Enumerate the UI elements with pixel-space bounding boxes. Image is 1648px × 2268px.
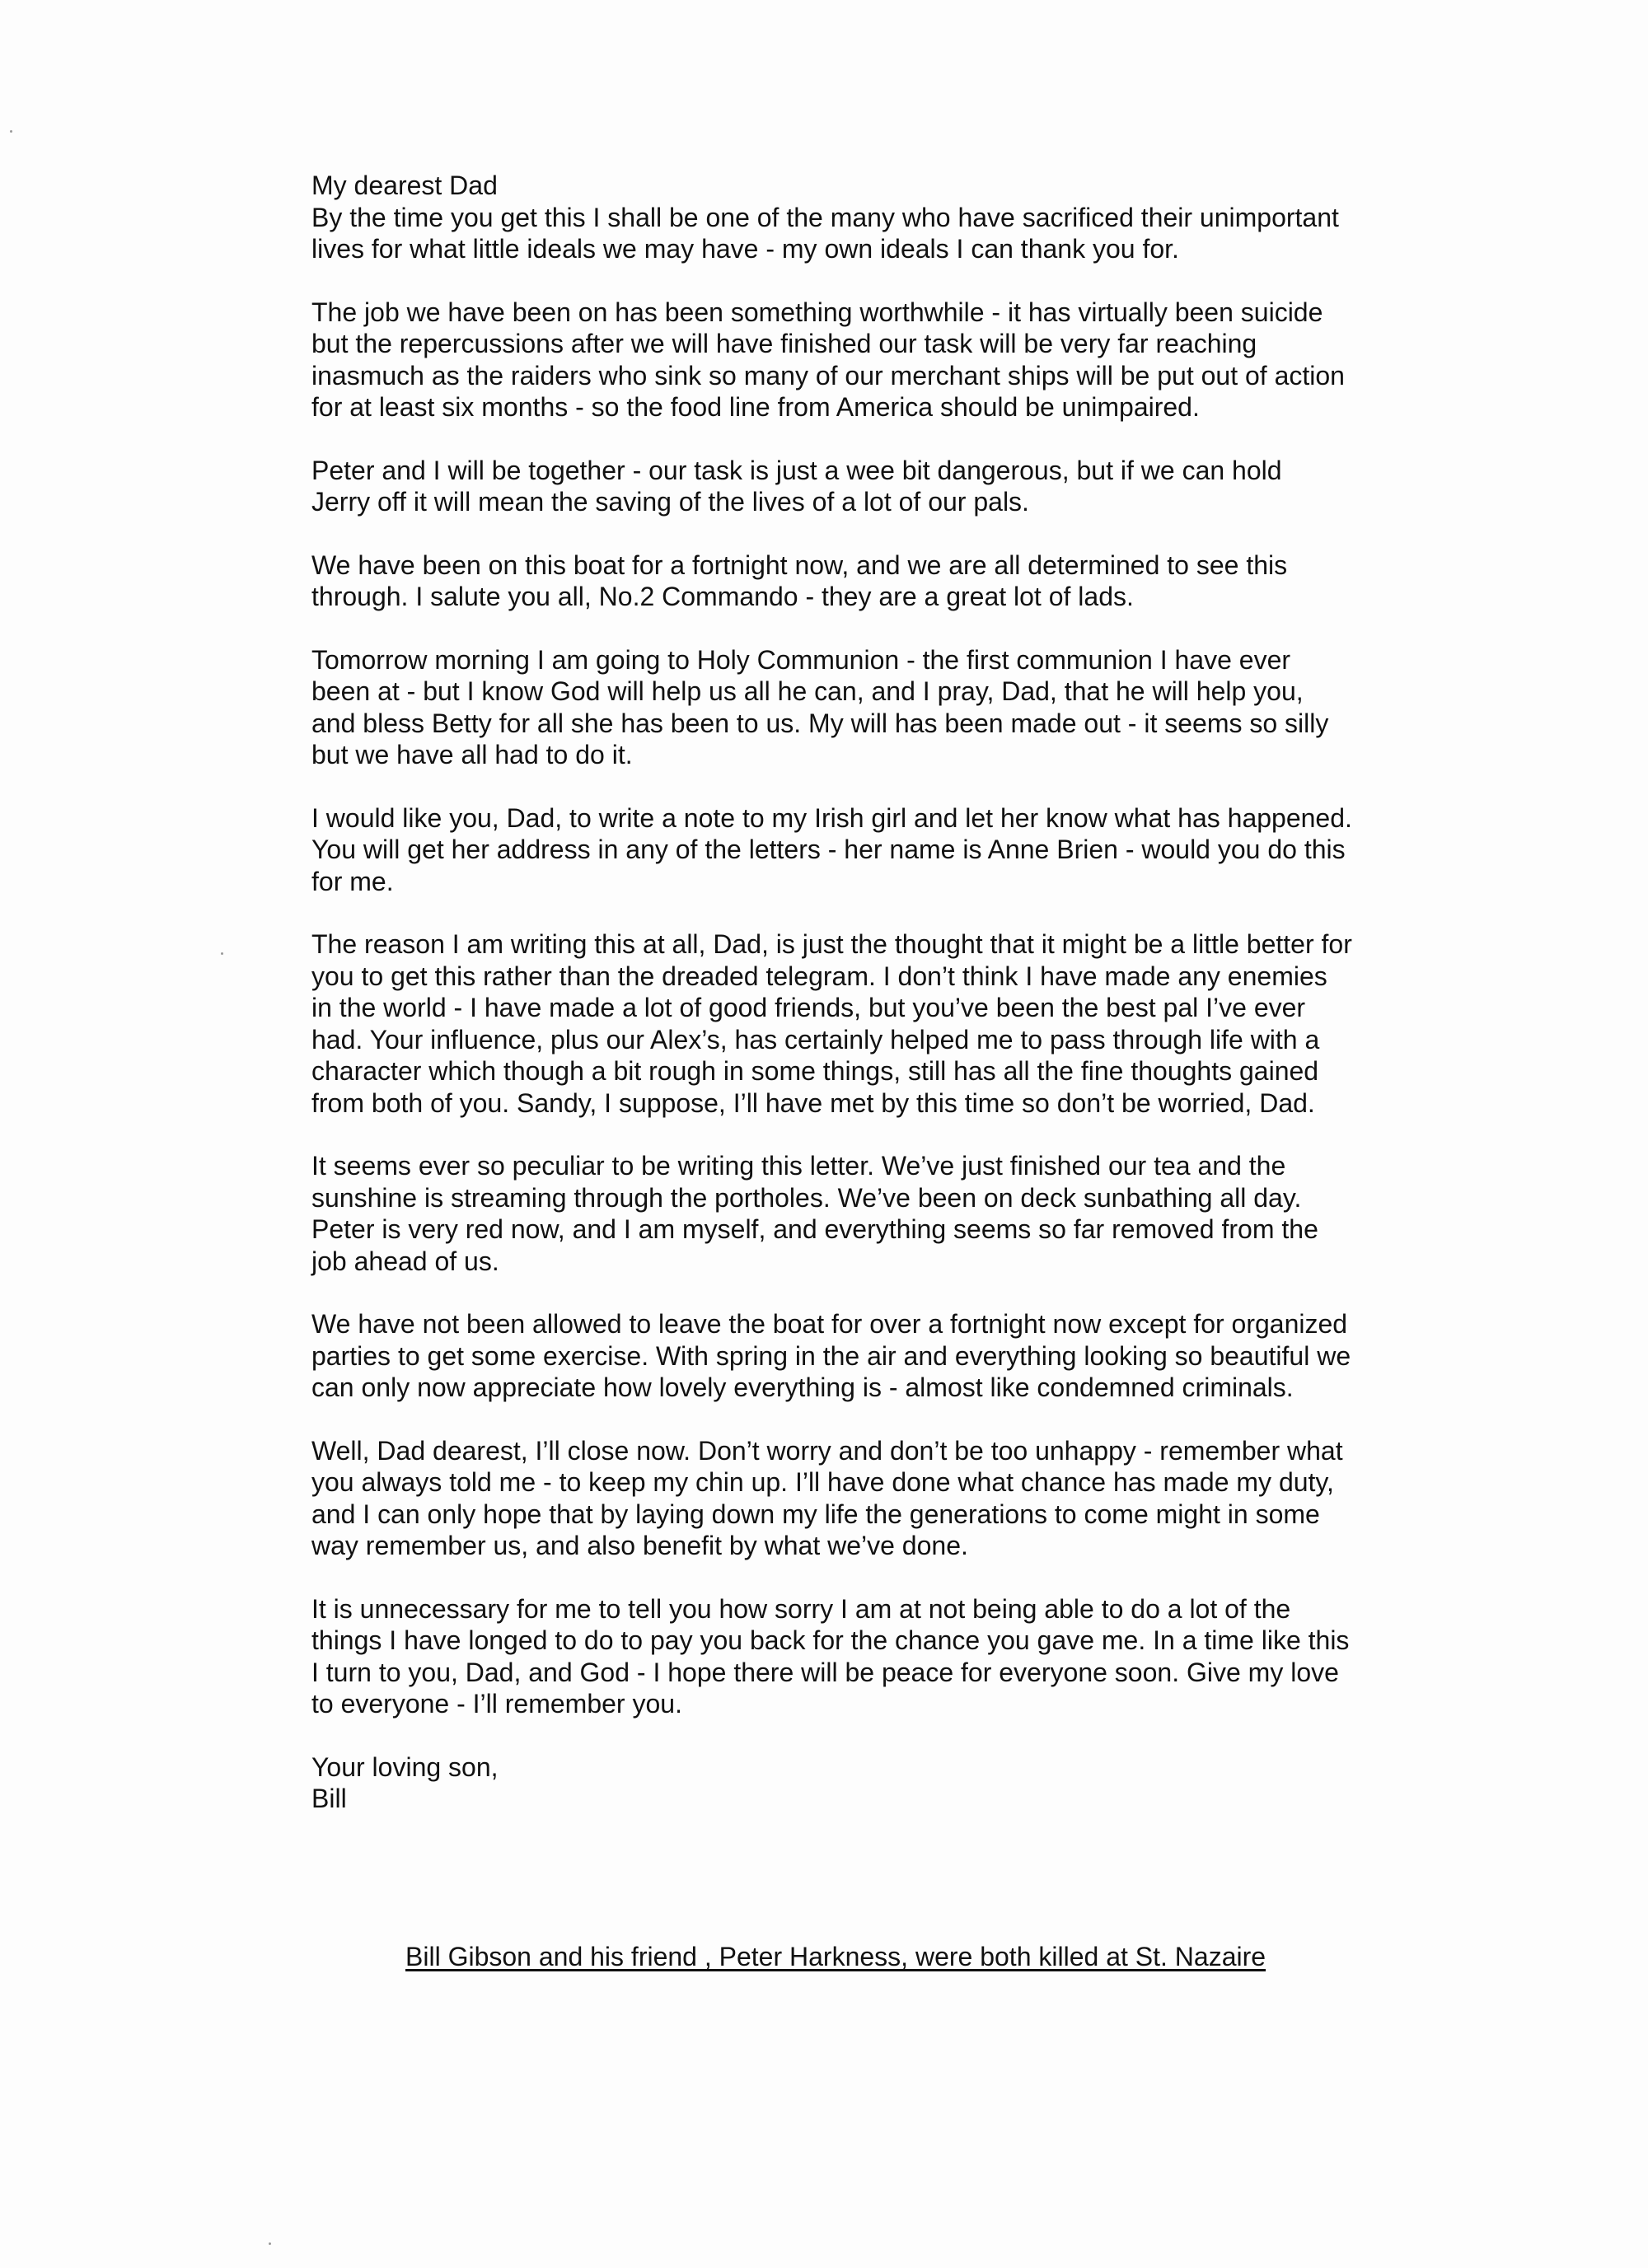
paragraph-gap xyxy=(311,771,1416,802)
text-line: I would like you, Dad, to write a note to my Irish girl and let her know what has happened. xyxy=(311,802,1352,833)
text-line: sunshine is streaming through the portholes. We’ve been on deck sunbathing all day. xyxy=(311,1182,1302,1213)
paragraph xyxy=(311,644,1416,771)
text-line: and bless Betty for all she has been to us. My will has been made out - it seems so silly xyxy=(311,708,1329,738)
paragraph xyxy=(311,802,1416,898)
paragraph xyxy=(311,297,1416,423)
text-line: It is unnecessary for me to tell you how sorry I am at not being able to do a lot of the xyxy=(311,1593,1291,1624)
text-line: been at - but I know God will help us all he can, and I pray, Dad, that he will help you, xyxy=(311,676,1304,706)
paragraph-gap xyxy=(311,518,1416,549)
text-line: you to get this rather than the dreaded telegram. I don’t think I have made any enemies xyxy=(311,961,1327,991)
paragraph xyxy=(311,455,1416,518)
text-line: It seems ever so peculiar to be writing this letter. We’ve just finished our tea and the xyxy=(311,1151,1286,1181)
text-line: lives for what little ideals we may have - my own ideals I can thank you for. xyxy=(311,234,1179,264)
paragraph-gap xyxy=(311,1119,1416,1150)
paragraph-gap xyxy=(311,1562,1416,1593)
salutation: My dearest Dad xyxy=(311,171,498,200)
letter-body xyxy=(311,170,1416,1815)
text-line: By the time you get this I shall be one of the many who have sacrificed their unimportant xyxy=(311,202,1339,232)
scan-speck xyxy=(10,130,12,133)
text-line: but the repercussions after we will have finished our task will be very far reaching xyxy=(311,329,1257,358)
text-line: things I have longed to do to pay you back for the chance you gave me. In a time like this xyxy=(311,1625,1350,1655)
paragraph xyxy=(311,1435,1416,1562)
text-line: you always told me - to keep my chin up. I’ll have done what chance has made my duty, xyxy=(311,1467,1334,1497)
paragraph-gap xyxy=(311,265,1416,297)
scan-speck xyxy=(269,2242,271,2245)
paragraph-gap xyxy=(311,1720,1416,1751)
text-line: I turn to you, Dad, and God - I hope there will be peace for everyone soon. Give my love xyxy=(311,1657,1339,1687)
text-line: can only now appreciate how lovely everything is - almost like condemned criminals. xyxy=(311,1372,1294,1402)
text-line: The job we have been on has been something worthwhile - it has virtually been suicide xyxy=(311,297,1323,327)
closing: Your loving son, xyxy=(311,1751,499,1782)
text-line: Tomorrow morning I am going to Holy Communion - the first communion I have ever xyxy=(311,644,1291,675)
paragraph xyxy=(311,1150,1416,1277)
text-line: for me. xyxy=(311,866,394,896)
text-line: and I can only hope that by laying down my life the generations to come might in some xyxy=(311,1499,1320,1529)
text-line: You will get her address in any of the letters - her name is Anne Brien - would you do this xyxy=(311,835,1346,864)
text-line: through. I salute you all, No.2 Commando - they are a great lot of lads. xyxy=(311,582,1134,611)
text-line: way remember us, and also benefit by what we’ve done. xyxy=(311,1531,968,1560)
text-line: had. Your influence, plus our Alex’s, has certainly helped me to pass through life with a xyxy=(311,1024,1320,1055)
footnote: Bill Gibson and his friend , Peter Harkness, were both killed at St. Nazaire xyxy=(405,1942,1266,1971)
text-line: parties to get some exercise. With spring in the air and everything looking so beautiful we xyxy=(311,1340,1351,1371)
paragraph xyxy=(311,549,1416,613)
paragraph xyxy=(311,1308,1416,1404)
text-line: inasmuch as the raiders who sink so many of our merchant ships will be put out of action xyxy=(311,360,1345,390)
text-line: We have been on this boat for a fortnight now, and we are all determined to see this xyxy=(311,549,1288,580)
paragraph-gap xyxy=(311,897,1416,928)
text-line: The reason I am writing this at all, Dad, is just the thought that it might be a little better for xyxy=(311,929,1352,959)
text-line: Well, Dad dearest, I’ll close now. Don’t worry and don’t be too unhappy - remember what xyxy=(311,1435,1343,1466)
text-line: character which though a bit rough in some things, still has all the fine thoughts gained xyxy=(311,1056,1319,1086)
paragraph-gap xyxy=(311,423,1416,455)
signature: Bill xyxy=(311,1784,347,1813)
text-line: Peter and I will be together - our task is just a wee bit dangerous, but if we can hold xyxy=(311,455,1282,485)
text-line: in the world - I have made a lot of good friends, but you’ve been the best pal I’ve ever xyxy=(311,993,1306,1022)
text-line: Jerry off it will mean the saving of the lives of a lot of our pals. xyxy=(311,487,1029,517)
paragraph-gap xyxy=(311,1277,1416,1308)
text-line: but we have all had to do it. xyxy=(311,740,633,769)
paragraph xyxy=(311,928,1416,1119)
text-line: to everyone - I’ll remember you. xyxy=(311,1689,682,1719)
paragraph xyxy=(311,202,1416,265)
text-line: Peter is very red now, and I am myself, and everything seems so far removed from the xyxy=(311,1214,1318,1244)
paragraph-gap xyxy=(311,613,1416,644)
scan-speck xyxy=(221,952,223,955)
text-line: We have not been allowed to leave the boat for over a fortnight now except for organized xyxy=(311,1309,1348,1339)
text-line: job ahead of us. xyxy=(311,1246,499,1276)
text-line: from both of you. Sandy, I suppose, I’ll have met by this time so don’t be worried, Dad. xyxy=(311,1087,1315,1118)
text-line: for at least six months - so the food line from America should be unimpaired. xyxy=(311,392,1200,422)
paragraph-gap xyxy=(311,1404,1416,1435)
paragraph xyxy=(311,1593,1416,1720)
